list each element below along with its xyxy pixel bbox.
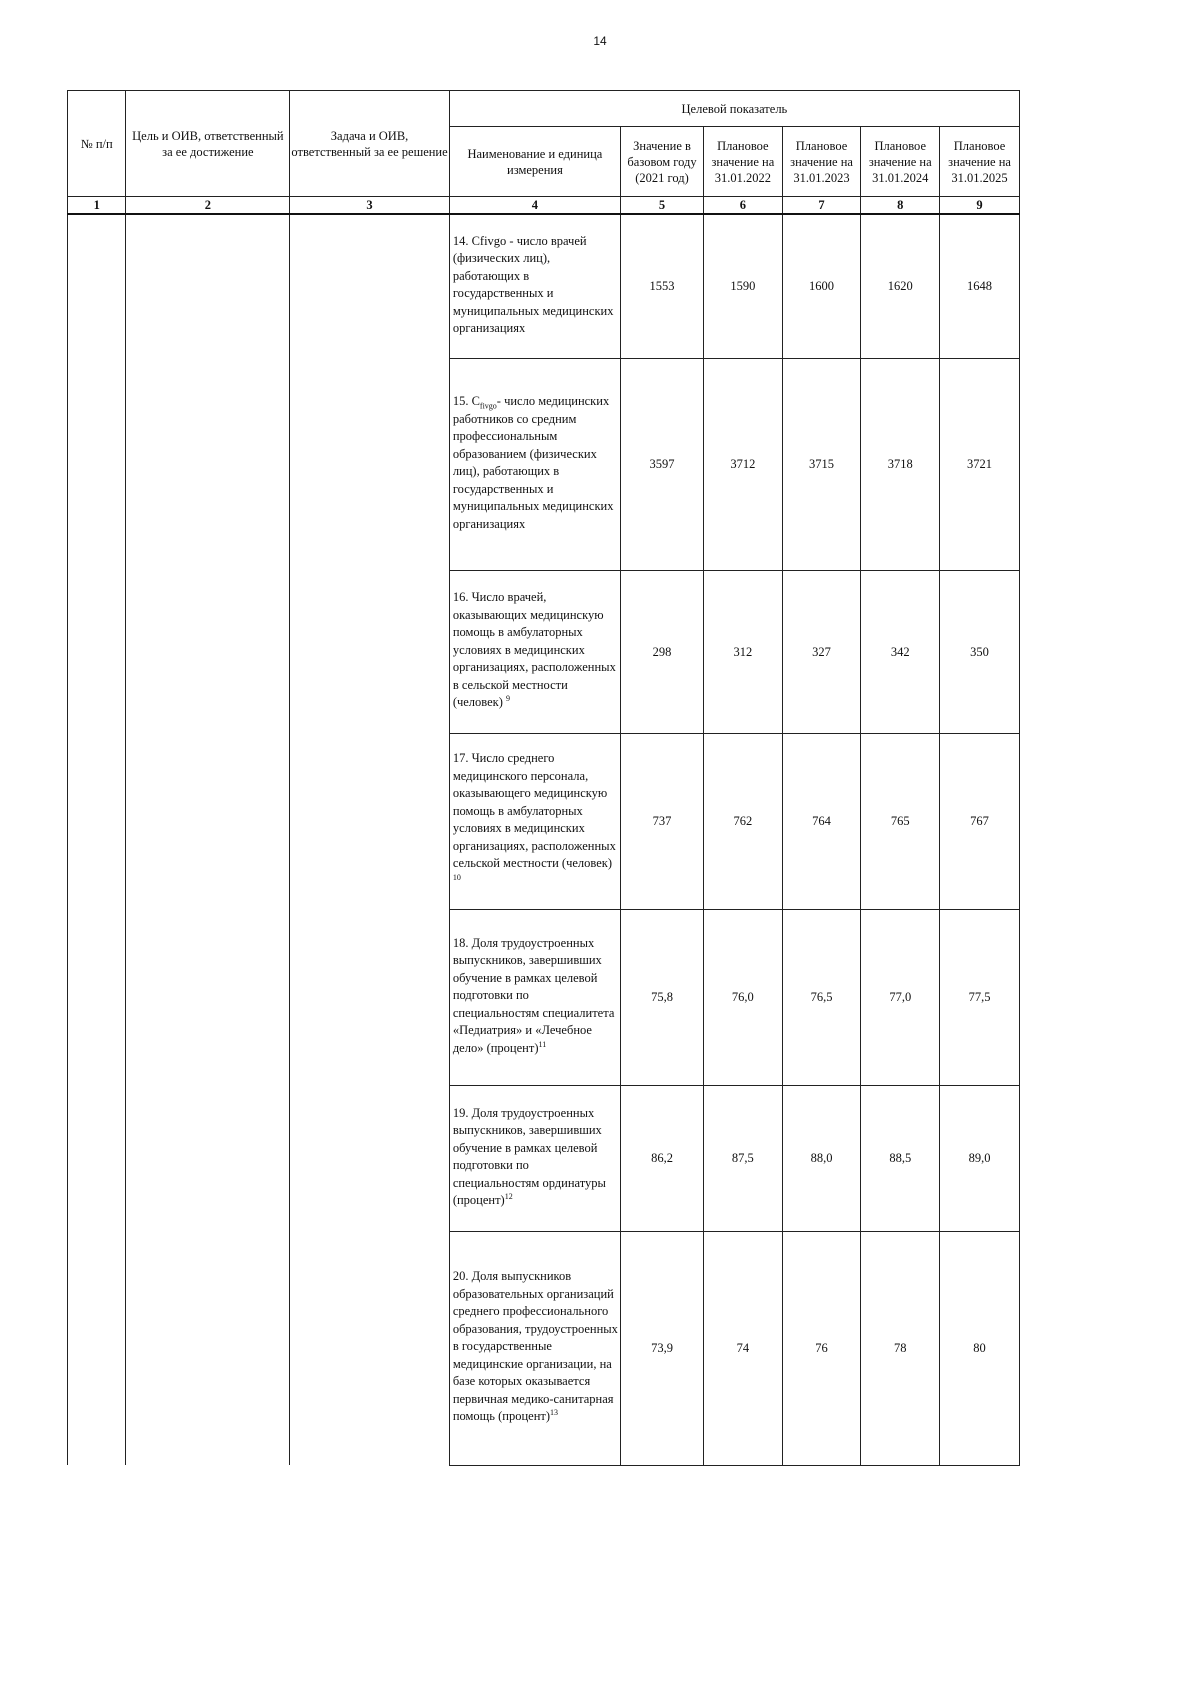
indicator-name [449,909,620,1085]
column-number: 1 [68,197,126,215]
value-cell: 312 [704,570,783,733]
column-number: 8 [861,197,940,215]
indicator-prefix: 15. C [452,394,480,408]
footnote-marker: 13 [550,1408,559,1418]
indicator-name [449,733,620,909]
empty-cell [290,214,450,1465]
indicator-subscript: fivgo [479,401,497,411]
value-cell: 76,0 [704,909,783,1085]
value-cell: 78 [861,1231,940,1465]
header-col-goal: Цель и ОИВ, ответственный за ее достижение [126,91,290,197]
value-cell: 73,9 [621,1231,704,1465]
value-cell: 88,0 [782,1085,861,1231]
footnote-marker: 9 [506,694,511,704]
indicator-name [449,358,620,570]
header-col-plan-2023: Плановое значение на 31.01.2023 [782,127,861,197]
value-cell: 342 [861,570,940,733]
value-cell: 3597 [621,358,704,570]
column-number: 4 [449,197,620,215]
value-cell: 86,2 [621,1085,704,1231]
value-cell: 88,5 [861,1085,940,1231]
column-number: 9 [940,197,1020,215]
header-col-number: № п/п [68,91,126,197]
column-numbers-row [68,197,1020,215]
value-cell: 1600 [782,214,861,358]
value-cell: 76 [782,1231,861,1465]
footnote-marker: 11 [538,1039,547,1049]
indicator-text: 16. Число врачей, оказывающих медицинскую помощь в амбулаторных условиях в медицинских организациях, расположенных в сельской местности (человек) [452,590,616,710]
value-cell: 75,8 [621,909,704,1085]
empty-cell [68,214,126,1465]
indicator-text: - число медицинских работников со средним профессиональным образованием (физических лиц), работающих в государственных и муниципальных медицинских организациях [452,394,614,531]
value-cell: 350 [940,570,1020,733]
value-cell: 3721 [940,358,1020,570]
indicator-text: 14. Cfivgo - число врачей (физических лиц), работающих в государственных и муниципальных медицинских организациях [452,233,614,336]
header-col-plan-2024: Плановое значение на 31.01.2024 [861,127,940,197]
column-number: 5 [621,197,704,215]
header-col-plan-2022: Плановое значение на 31.01.2022 [704,127,783,197]
column-number: 2 [126,197,290,215]
value-cell: 77,5 [940,909,1020,1085]
table-row [68,214,1020,358]
value-cell: 1620 [861,214,940,358]
value-cell: 76,5 [782,909,861,1085]
value-cell: 737 [621,733,704,909]
value-cell: 327 [782,570,861,733]
indicator-text: 17. Число среднего медицинского персонала, оказывающего медицинскую помощь в амбулаторных условиях в медицинских организациях, расположенных сельской местности (человек) [452,751,616,870]
value-cell: 87,5 [704,1085,783,1231]
page-number: 14 [593,34,607,48]
header-col-plan-2025: Плановое значение на 31.01.2025 [940,127,1020,197]
indicator-text: 18. Доля трудоустроенных выпускников, завершивших обучение в рамках целевой подготовки по специальностям специалитета «Педиатрия» и «Лечебное дело» (процент) [452,935,615,1055]
column-number: 6 [704,197,783,215]
footnote-marker: 12 [504,1191,513,1201]
value-cell: 1590 [704,214,783,358]
value-cell: 74 [704,1231,783,1465]
header-col-name: Наименование и единица измерения [449,127,620,197]
indicator-name [449,1085,620,1231]
column-number: 3 [290,197,450,215]
value-cell: 77,0 [861,909,940,1085]
indicator-name [449,570,620,733]
indicator-name [449,1231,620,1465]
footnote-marker: 10 [452,872,461,882]
value-cell: 80 [940,1231,1020,1465]
header-col-base-value: Значение в базовом году (2021 год) [621,127,704,197]
value-cell: 3715 [782,358,861,570]
value-cell: 3712 [704,358,783,570]
indicator-name [449,214,620,358]
column-number: 7 [782,197,861,215]
indicator-text: 20. Доля выпускников образовательных организаций среднего профессионального образования, трудоустроенных в государственные медицинские организации, на базе которых оказывается первичная медико-санитарная помощь (процент) [452,1269,618,1424]
value-cell: 767 [940,733,1020,909]
value-cell: 1553 [621,214,704,358]
value-cell: 762 [704,733,783,909]
value-cell: 764 [782,733,861,909]
value-cell: 298 [621,570,704,733]
value-cell: 89,0 [940,1085,1020,1231]
value-cell: 765 [861,733,940,909]
header-col-task: Задача и ОИВ, ответственный за ее решение [290,91,450,197]
value-cell: 1648 [940,214,1020,358]
indicator-text: 19. Доля трудоустроенных выпускников, завершивших обучение в рамках целевой подготовки по специальностям ординатуры (процент) [452,1105,606,1207]
target-indicators-table [67,90,1020,1466]
value-cell: 3718 [861,358,940,570]
header-target-indicator: Целевой показатель [449,91,1019,127]
empty-cell [126,214,290,1465]
